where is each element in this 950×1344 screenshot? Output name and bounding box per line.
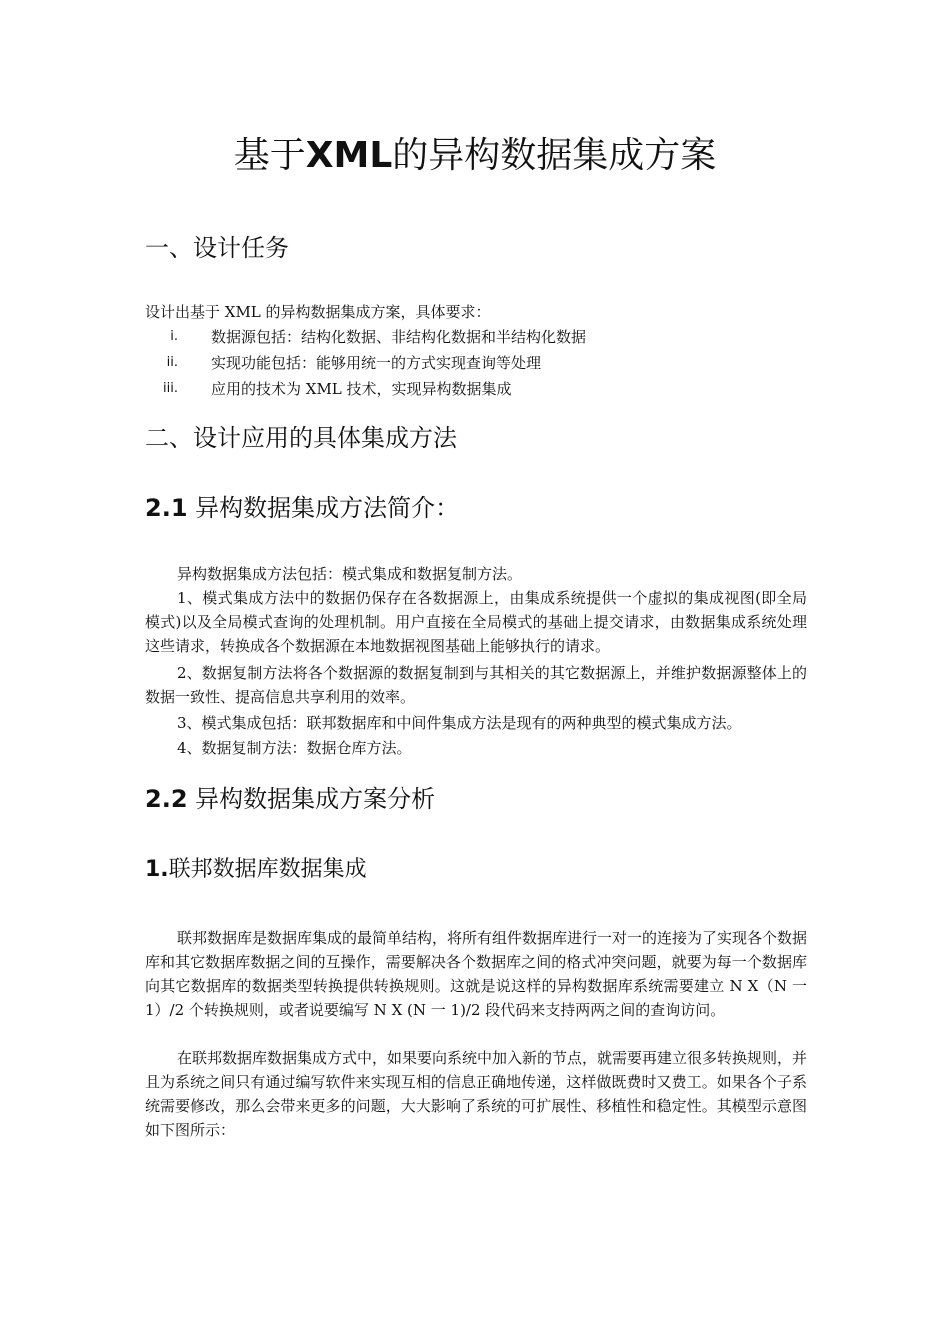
subsection-2-1-heading (145, 492, 459, 524)
list-text: 应用的技术为 XML 技术，实现异构数据集成 (211, 380, 512, 398)
list-item (145, 324, 807, 350)
list-marker: iii. (163, 381, 178, 396)
list-item (145, 350, 807, 376)
list-marker: i. (170, 329, 178, 344)
title-suffix: 的异构数据集成方案 (392, 135, 717, 176)
subsection-number: 2.2 (145, 785, 188, 813)
subsection-title: 异构数据集成方案分析 (187, 785, 436, 813)
list-item (145, 376, 807, 402)
list-text: 实现功能包括：能够用统一的方式实现查询等处理 (211, 354, 542, 372)
paragraph: 4、数据复制方法：数据仓库方法。 (177, 739, 412, 757)
section1-heading: 一、设计任务 (145, 234, 289, 262)
subsection-title: 异构数据集成方法简介： (187, 494, 460, 522)
paragraph: 2、数据复制方法将各个数据源的数据复制到与其相关的其它数据源上，并维护数据源整体上的数据一致性、提高信息共享利用的效率。 (145, 664, 807, 706)
title-prefix: 基于 (233, 135, 306, 176)
paragraph: 联邦数据库是数据库集成的最简单结构，将所有组件数据库进行一对一的连接为了实现各个数据库和其它数据库数据之间的互操作，需要解决各个数据库之间的格式冲突问题，就要为每一个数据库向其它数据库的数据类型转换提供转换规则。这就是说这样的异构数据库系统需要建立 N X（N 一 1）/2 个转换规则，或者说要编写 N X (N 一 1)/2 段代码来支持两两之间的查询访问。 (145, 929, 808, 1019)
section2-heading: 二、设计应用的具体集成方法 (145, 424, 457, 452)
paragraph: 1、模式集成方法中的数据仍保存在各数据源上，由集成系统提供一个虚拟的集成视图(即全局模式)以及全局模式查询的处理机制。用户直接在全局模式的基础上提交请求，由数据集成系统处理这些请求，转换成各个数据源在本地数据视图基础上能够执行的请求。 (145, 589, 807, 655)
section1-intro: 设计出基于 XML 的异构数据集成方案，具体要求： (145, 303, 491, 321)
paragraph: 异构数据集成方法包括：模式集成和数据复制方法。 (177, 565, 523, 583)
requirements-list (145, 324, 807, 402)
list-text: 数据源包括：结构化数据、非结构化数据和半结构化数据 (211, 328, 587, 346)
list-marker: ii. (166, 355, 178, 370)
document-title (0, 132, 950, 180)
subsection-number: 2.1 (145, 494, 188, 522)
paragraph: 在联邦数据库数据集成方式中，如果要向系统中加入新的节点，就需要再建立很多转换规则，并且为系统之间只有通过编写软件来实现互相的信息正确地传递，这样做既费时又费工。如果各个子系统需要修改，那么会带来更多的问题，大大影响了系统的可扩展性、移植性和稳定性。其模型示意图如下图所示： (145, 1049, 808, 1139)
subsection-2-2-heading (145, 783, 435, 815)
part-title: 联邦数据库数据集成 (168, 857, 367, 882)
paragraph: 3、模式集成包括：联邦数据库和中间件集成方法是现有的两种典型的模式集成方法。 (177, 714, 742, 732)
part-1-heading (145, 855, 367, 885)
part-number: 1. (145, 857, 169, 882)
title-latin: XML (305, 135, 393, 176)
